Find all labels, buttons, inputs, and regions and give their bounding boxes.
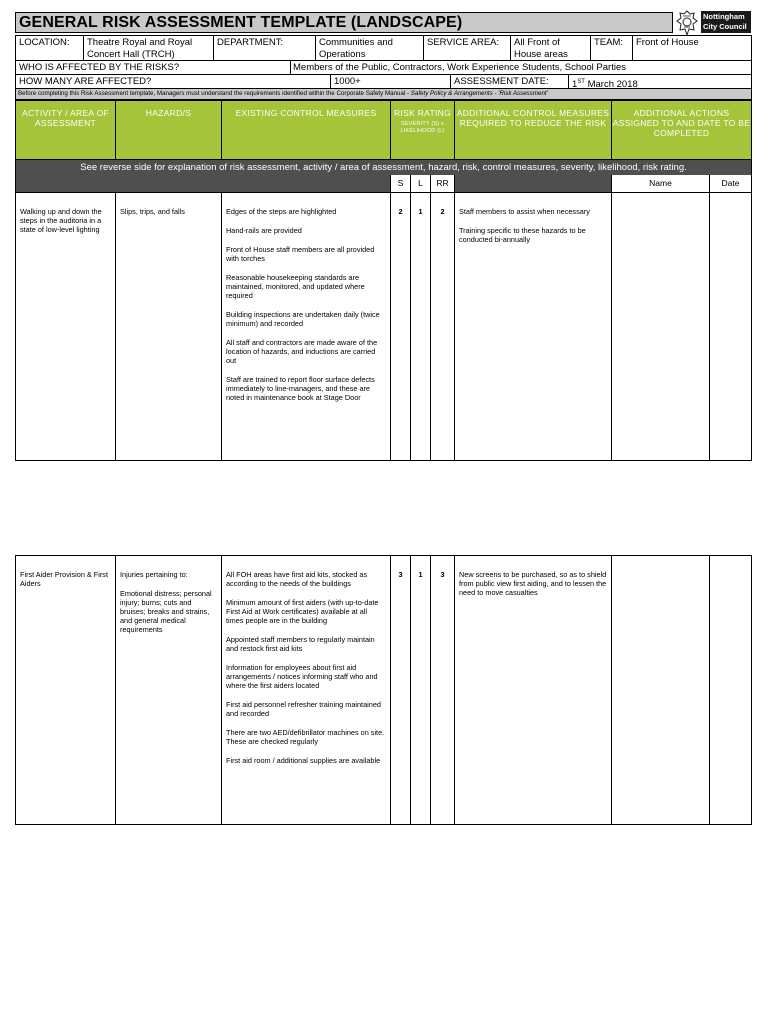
- row-2-severity: 3: [391, 556, 411, 824]
- row-1-control: Reasonable housekeeping standards are maintained, monitored, and updated where required: [226, 273, 365, 300]
- department-label: DEPARTMENT:: [214, 36, 316, 60]
- logo-line-1: Nottingham: [703, 12, 745, 21]
- assessment-date-label: ASSESSMENT DATE:: [451, 75, 569, 88]
- header-additional-controls: ADDITIONAL CONTROL MEASURES REQUIRED TO REDUCE THE RISK: [455, 101, 612, 159]
- table-row: [15, 555, 752, 825]
- sub-header-blank: [16, 175, 391, 192]
- header-risk-rating: [391, 101, 455, 159]
- location-label: LOCATION:: [16, 36, 84, 60]
- team-label: TEAM:: [591, 36, 633, 60]
- row-2-hazard: Injuries pertaining to:: [120, 570, 188, 579]
- info-strip-text: Before completing this Risk Assessment template, Managers must understand the requirements identified within the Corporate Safety Manual -: [18, 90, 411, 97]
- row-2-control: Appointed staff members to regularly maintain and restock first aid kits: [226, 635, 375, 653]
- service-area-value: All Front of House areas: [511, 36, 591, 60]
- title-bar: [15, 12, 673, 33]
- row-1-control: Staff are trained to report floor surface defects immediately to line-managers, and these are noted in maintenance book at Stage Door: [226, 375, 375, 402]
- header-hazards: HAZARD/S: [116, 101, 222, 159]
- sub-header-risk-rating: RR: [431, 175, 455, 192]
- date-day: 1: [572, 79, 578, 88]
- crest-icon: [676, 10, 698, 36]
- row-2-additional-controls: [455, 556, 612, 824]
- row-1-additional: Training specific to these hazards to be conducted bi-annually: [459, 226, 586, 244]
- row-1-control: Building inspections are undertaken daily (twice minimum) and recorded: [226, 310, 380, 328]
- row-2-action-date[interactable]: [710, 556, 751, 824]
- row-1-control: All staff and contractors are made aware of the location of hazards, and inductions are carried out: [226, 338, 378, 365]
- how-many-label: HOW MANY ARE AFFECTED?: [16, 75, 331, 88]
- row-2-likelihood: 1: [411, 556, 431, 824]
- team-value: Front of House: [636, 37, 699, 48]
- row-2-control: Information for employees about first aid arrangements / notices informing staff who and where the first aiders located: [226, 663, 378, 690]
- row-2-additional: New screens to be purchased, so as to shield from public view first aiding, and to lessen the need to move casualties: [459, 570, 607, 597]
- row-1-control: Edges of the steps are highlighted: [226, 207, 337, 216]
- row-1-action-name[interactable]: [612, 193, 710, 460]
- row-2-control: There are two AED/defibrillator machines on site. These are checked regularly: [226, 728, 385, 746]
- row-2-existing-controls: [222, 556, 391, 824]
- department-value: Communities and Operations: [316, 36, 424, 60]
- how-many-value: 1000+: [331, 75, 451, 88]
- row-2-control: First aid room / additional supplies are available: [226, 756, 381, 765]
- how-many-row: [15, 75, 752, 89]
- row-2-control: First aid personnel refresher training maintained and recorded: [226, 700, 381, 718]
- logo-text: [701, 11, 751, 33]
- service-area-label: SERVICE AREA:: [424, 36, 511, 60]
- header-risk-rating-sub: SEVERITY (S) x LIKELIHOOD (L): [400, 121, 445, 134]
- row-1-additional: Staff members to assist when necessary: [459, 207, 590, 216]
- row-1-hazards: [116, 193, 222, 460]
- row-2-control: All FOH areas have first aid kits, stocked as according to the needs of the buildings: [226, 570, 368, 588]
- row-1-control: Front of House staff members are all provided with torches: [226, 245, 375, 263]
- row-1-action-date[interactable]: [710, 193, 751, 460]
- header-additional-actions: ADDITIONAL ACTIONS ASSIGNED TO AND DATE TO BE COMPLETED: [612, 108, 751, 138]
- sub-header-name: Name: [612, 175, 710, 192]
- row-1-existing-controls: [222, 193, 391, 460]
- info-strip-italic: Safety Policy & Arrangements - 'Risk Assessment': [410, 90, 548, 97]
- sub-header-row: [15, 175, 752, 193]
- who-affected-label: WHO IS AFFECTED BY THE RISKS?: [16, 61, 291, 74]
- info-strip: [15, 89, 752, 100]
- row-1-likelihood: 1: [411, 193, 431, 460]
- sub-header-likelihood: L: [411, 175, 431, 192]
- who-affected-value: Members of the Public, Contractors, Work Experience Students, School Parties: [293, 62, 627, 73]
- row-1-hazard: Slips, trips, and falls: [120, 207, 185, 216]
- sub-header-blank-2: [455, 175, 612, 192]
- date-rest: March 2018: [584, 79, 638, 88]
- logo-line-2: City Council: [703, 22, 747, 31]
- table-row: [15, 193, 752, 461]
- row-1-additional-controls: [455, 193, 612, 460]
- row-2-risk-rating: 3: [431, 556, 455, 824]
- row-2-hazard: Emotional distress; personal injury; burns; cuts and bruises; breaks and strains, and general medical requirements: [120, 589, 212, 634]
- header-activity: ACTIVITY / AREA OF ASSESSMENT: [16, 101, 116, 159]
- page-title: GENERAL RISK ASSESSMENT TEMPLATE (LANDSCAPE): [19, 14, 463, 31]
- header-risk-rating-title: RISK RATING: [394, 108, 451, 118]
- row-1-control: Hand-rails are provided: [226, 226, 302, 235]
- sub-header-severity: S: [391, 175, 411, 192]
- row-1-activity: Walking up and down the steps in the auditoria in a state of low-level lighting: [16, 193, 116, 460]
- sub-header-date: Date: [721, 178, 740, 188]
- row-2-control: Minimum amount of first aiders (with up-to-date First Aid at Work certificates) available at all times people are in the building: [226, 598, 379, 625]
- assessment-date-value: [569, 75, 751, 88]
- row-1-risk-rating: 2: [431, 193, 455, 460]
- date-suffix: ST: [577, 79, 585, 85]
- council-logo: [676, 10, 752, 36]
- location-row: [15, 35, 752, 61]
- column-header-row: [15, 100, 752, 160]
- row-2-hazards: [116, 556, 222, 824]
- explanation-row: See reverse side for explanation of risk assessment, activity / area of assessment, hazard, risk, control measures, severity, likelihood, risk rating.: [15, 160, 752, 175]
- location-value: Theatre Royal and Royal Concert Hall (TRCH): [84, 36, 214, 60]
- header-existing-controls: EXISTING CONTROL MEASURES: [222, 101, 391, 159]
- row-2-activity: First Aider Provision & First Aiders: [16, 556, 116, 824]
- who-affected-row: [15, 61, 752, 75]
- row-1-severity: 2: [391, 193, 411, 460]
- row-2-action-name[interactable]: [612, 556, 710, 824]
